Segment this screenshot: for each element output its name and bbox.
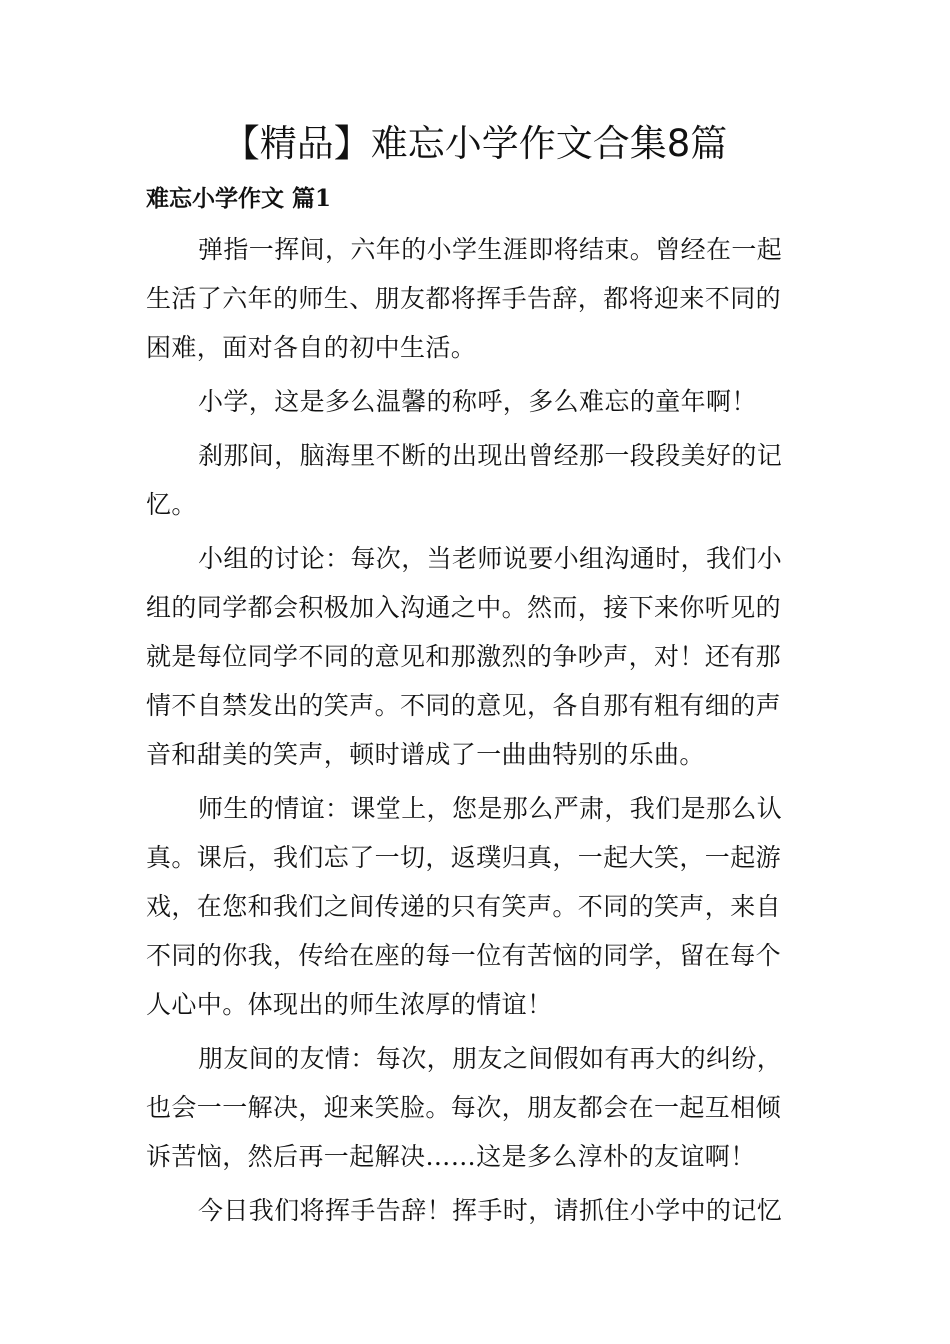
paragraph-7 bbox=[146, 1186, 808, 1235]
text-line: 不同的你我，传给在座的每一位有苦恼的同学，留在每个 bbox=[146, 941, 782, 970]
paragraph-1 bbox=[146, 225, 808, 372]
text-line: 情不自禁发出的笑声。不同的意见，各自那有粗有细的声 bbox=[146, 691, 782, 720]
text-line: 诉苦恼，然后再一起解决……这是多么淳朴的友谊啊！ bbox=[146, 1142, 756, 1171]
text-line: 真。课后，我们忘了一切，返璞归真，一起大笑，一起游 bbox=[146, 843, 782, 872]
text-line: 朋友间的友情：每次，朋友之间假如有再大的纠纷， bbox=[198, 1044, 783, 1073]
text-line: 今日我们将挥手告辞！挥手时，请抓住小学中的记忆 bbox=[198, 1196, 783, 1225]
paragraph-6 bbox=[146, 1034, 808, 1181]
text-line: 音和甜美的笑声，顿时谱成了一曲曲特别的乐曲。 bbox=[146, 740, 705, 769]
text-line: 也会一一解决，迎来笑脸。每次，朋友都会在一起互相倾 bbox=[146, 1093, 782, 1122]
paragraph-2 bbox=[146, 377, 808, 426]
text-line: 弹指一挥间，六年的小学生涯即将结束。曾经在一起 bbox=[198, 235, 783, 264]
text-line: 戏，在您和我们之间传递的只有笑声。不同的笑声，来自 bbox=[146, 892, 782, 921]
text-line: 小组的讨论：每次，当老师说要小组沟通时，我们小 bbox=[198, 544, 783, 573]
paragraph-3 bbox=[146, 431, 808, 529]
text-line: 困难，面对各自的初中生活。 bbox=[146, 333, 477, 362]
text-line: 刹那间，脑海里不断的出现出曾经那一段段美好的记 bbox=[198, 441, 783, 470]
text-line: 就是每位同学不同的意见和那激烈的争吵声，对！还有那 bbox=[146, 642, 782, 671]
paragraph-4 bbox=[146, 534, 808, 779]
text-line: 忆。 bbox=[146, 490, 197, 519]
paragraph-5 bbox=[146, 784, 808, 1029]
document-body bbox=[146, 225, 808, 1235]
text-line: 人心中。体现出的师生浓厚的情谊！ bbox=[146, 990, 553, 1019]
text-line: 生活了六年的师生、朋友都将挥手告辞，都将迎来不同的 bbox=[146, 284, 782, 313]
text-line: 小学，这是多么温馨的称呼，多么难忘的童年啊！ bbox=[198, 387, 757, 416]
document-title: 【精品】难忘小学作文合集8篇 bbox=[222, 122, 728, 165]
text-line: 组的同学都会积极加入沟通之中。然而，接下来你听见的 bbox=[146, 593, 782, 622]
text-line: 师生的情谊：课堂上，您是那么严肃，我们是那么认 bbox=[198, 794, 783, 823]
section-heading: 难忘小学作文 篇1 bbox=[146, 185, 332, 212]
